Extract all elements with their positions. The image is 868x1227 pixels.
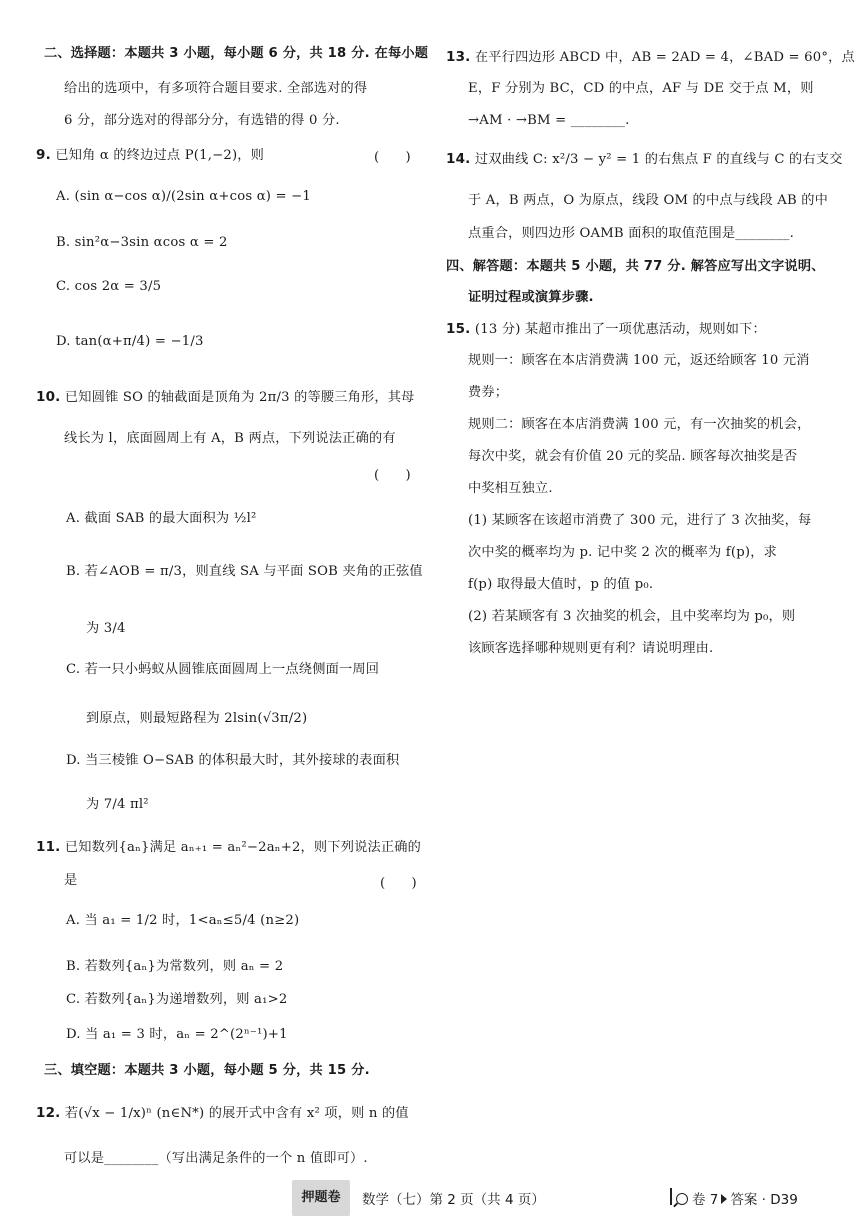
question-number: 9. (36, 147, 51, 163)
section-3-heading: 三、填空题：本题共 3 小题，每小题 5 分，共 15 分. (44, 1063, 370, 1078)
option-a: A. 截面 SAB 的最大面积为 ½l² (66, 511, 257, 526)
question-text: 可以是________（写出满足条件的一个 n 值即可）. (64, 1151, 368, 1166)
question-number: 11. (36, 839, 61, 855)
answer-paren: ( ) (374, 150, 411, 165)
page-footer (0, 1178, 868, 1218)
search-icon (676, 1193, 688, 1205)
option-d: D. 当三棱锥 O−SAB 的体积最大时，其外接球的表面积 (66, 753, 400, 768)
section-2-text: 6 分，部分选对的得部分分，有选错的得 0 分. (64, 113, 340, 128)
option-a: A. 当 a₁ = 1/2 时，1<aₙ≤5/4 (n≥2) (66, 913, 300, 928)
triangle-icon (721, 1194, 727, 1204)
question-text: 该顾客选择哪种规则更有利？请说明理由. (468, 641, 714, 656)
footer-badge: 押题卷 (292, 1180, 350, 1216)
section-4-text: 证明过程或演算步骤. (468, 290, 594, 305)
option-c-cont: 到原点，则最短路程为 2lsin(√3π/2) (86, 711, 308, 726)
question-text: f(p) 取得最大值时，p 的值 p₀. (468, 577, 654, 592)
option-d: D. tan(α+π/4) = −1/3 (56, 334, 204, 349)
question-text: 是 (64, 873, 78, 888)
left-column (36, 0, 434, 1180)
question-11 (36, 838, 421, 857)
question-number: 14. (446, 151, 471, 167)
question-13 (446, 48, 855, 67)
answer-paren: ( ) (380, 876, 417, 891)
question-text: (13 分) 某超市推出了一项优惠活动，规则如下： (474, 322, 766, 337)
option-b: B. 若∠AOB = π/3，则直线 SA 与平面 SOB 夹角的正弦值 (66, 564, 423, 579)
section-4-heading: 四、解答题：本题共 5 小题，共 77 分. 解答应写出文字说明、 (446, 259, 825, 274)
question-14 (446, 150, 843, 169)
question-text: 点重合，则四边形 OAMB 面积的取值范围是________. (468, 226, 795, 241)
answer-reference (676, 1188, 798, 1208)
question-number: 13. (446, 49, 471, 65)
option-d: D. 当 a₁ = 3 时，aₙ = 2^(2ⁿ⁻¹)+1 (66, 1027, 288, 1042)
question-text: 已知角 α 的终边过点 P(1,−2)，则 (55, 148, 265, 163)
question-text: 费券； (468, 385, 509, 400)
option-c: C. 若一只小蚂蚁从圆锥底面圆周上一点绕侧面一周回 (66, 662, 380, 677)
question-text: 每次中奖，就会有价值 20 元的奖品. 顾客每次抽奖是否 (468, 449, 798, 464)
divider (670, 1188, 672, 1205)
volume-label: 卷 7 (692, 1192, 719, 1208)
option-b: B. sin²α−3sin αcos α = 2 (56, 235, 228, 250)
question-15 (446, 320, 766, 339)
question-text: 规则一：顾客在本店消费满 100 元，返还给顾客 10 元消 (468, 353, 810, 368)
question-number: 10. (36, 389, 61, 405)
question-text: 于 A，B 两点，O 为原点，线段 OM 的中点与线段 AB 的中 (468, 193, 829, 208)
section-2-text: 给出的选项中，有多项符合题目要求. 全部选对的得 (64, 81, 368, 96)
section-2-heading: 二、选择题：本题共 3 小题，每小题 6 分，共 18 分. 在每小题 (44, 46, 429, 61)
option-c: C. 若数列{aₙ}为递增数列，则 a₁>2 (66, 992, 288, 1007)
option-b: B. 若数列{aₙ}为常数列，则 aₙ = 2 (66, 959, 284, 974)
question-text: 在平行四边形 ABCD 中，AB = 2AD = 4，∠BAD = 60°，点 (474, 50, 855, 65)
question-text: 已知圆锥 SO 的轴截面是顶角为 2π/3 的等腰三角形，其母 (64, 390, 415, 405)
question-text: (2) 若某顾客有 3 次抽奖的机会，且中奖率均为 p₀，则 (468, 609, 796, 624)
option-a: A. (sin α−cos α)/(2sin α+cos α) = −1 (56, 189, 312, 204)
question-12 (36, 1104, 409, 1123)
question-text: E，F 分别为 BC，CD 的中点，AF 与 DE 交于点 M，则 (468, 81, 814, 96)
question-10 (36, 388, 415, 407)
option-b-cont: 为 3/4 (86, 621, 126, 636)
question-text: 规则二：顾客在本店消费满 100 元，有一次抽奖的机会， (468, 417, 811, 432)
question-text: →AM · →BM = ________. (468, 113, 630, 128)
question-text: 线长为 l，底面圆周上有 A，B 两点，下列说法正确的有 (64, 431, 396, 446)
question-9 (36, 146, 264, 165)
question-number: 15. (446, 321, 471, 337)
question-number: 12. (36, 1105, 61, 1121)
question-text: 次中奖的概率均为 p. 记中奖 2 次的概率为 f(p)，求 (468, 545, 777, 560)
question-text: 已知数列{aₙ}满足 aₙ₊₁ = aₙ²−2aₙ+2，则下列说法正确的 (64, 840, 422, 855)
answer-label: 答案 · D39 (730, 1192, 798, 1208)
question-text: 若(√x − 1/x)ⁿ (n∈N*) 的展开式中含有 x² 项，则 n 的值 (64, 1106, 409, 1121)
answer-paren: ( ) (374, 468, 411, 483)
option-c: C. cos 2α = 3/5 (56, 279, 162, 294)
page-number-text: 数学（七）第 2 页（共 4 页） (362, 1192, 545, 1208)
question-text: 过双曲线 C: x²/3 − y² = 1 的右焦点 F 的直线与 C 的右支交 (474, 152, 843, 167)
question-text: 中奖相互独立. (468, 481, 553, 496)
question-text: (1) 某顾客在该超市消费了 300 元，进行了 3 次抽奖，每 (468, 513, 812, 528)
option-d-cont: 为 7/4 πl² (86, 797, 149, 812)
right-column (446, 0, 855, 1180)
